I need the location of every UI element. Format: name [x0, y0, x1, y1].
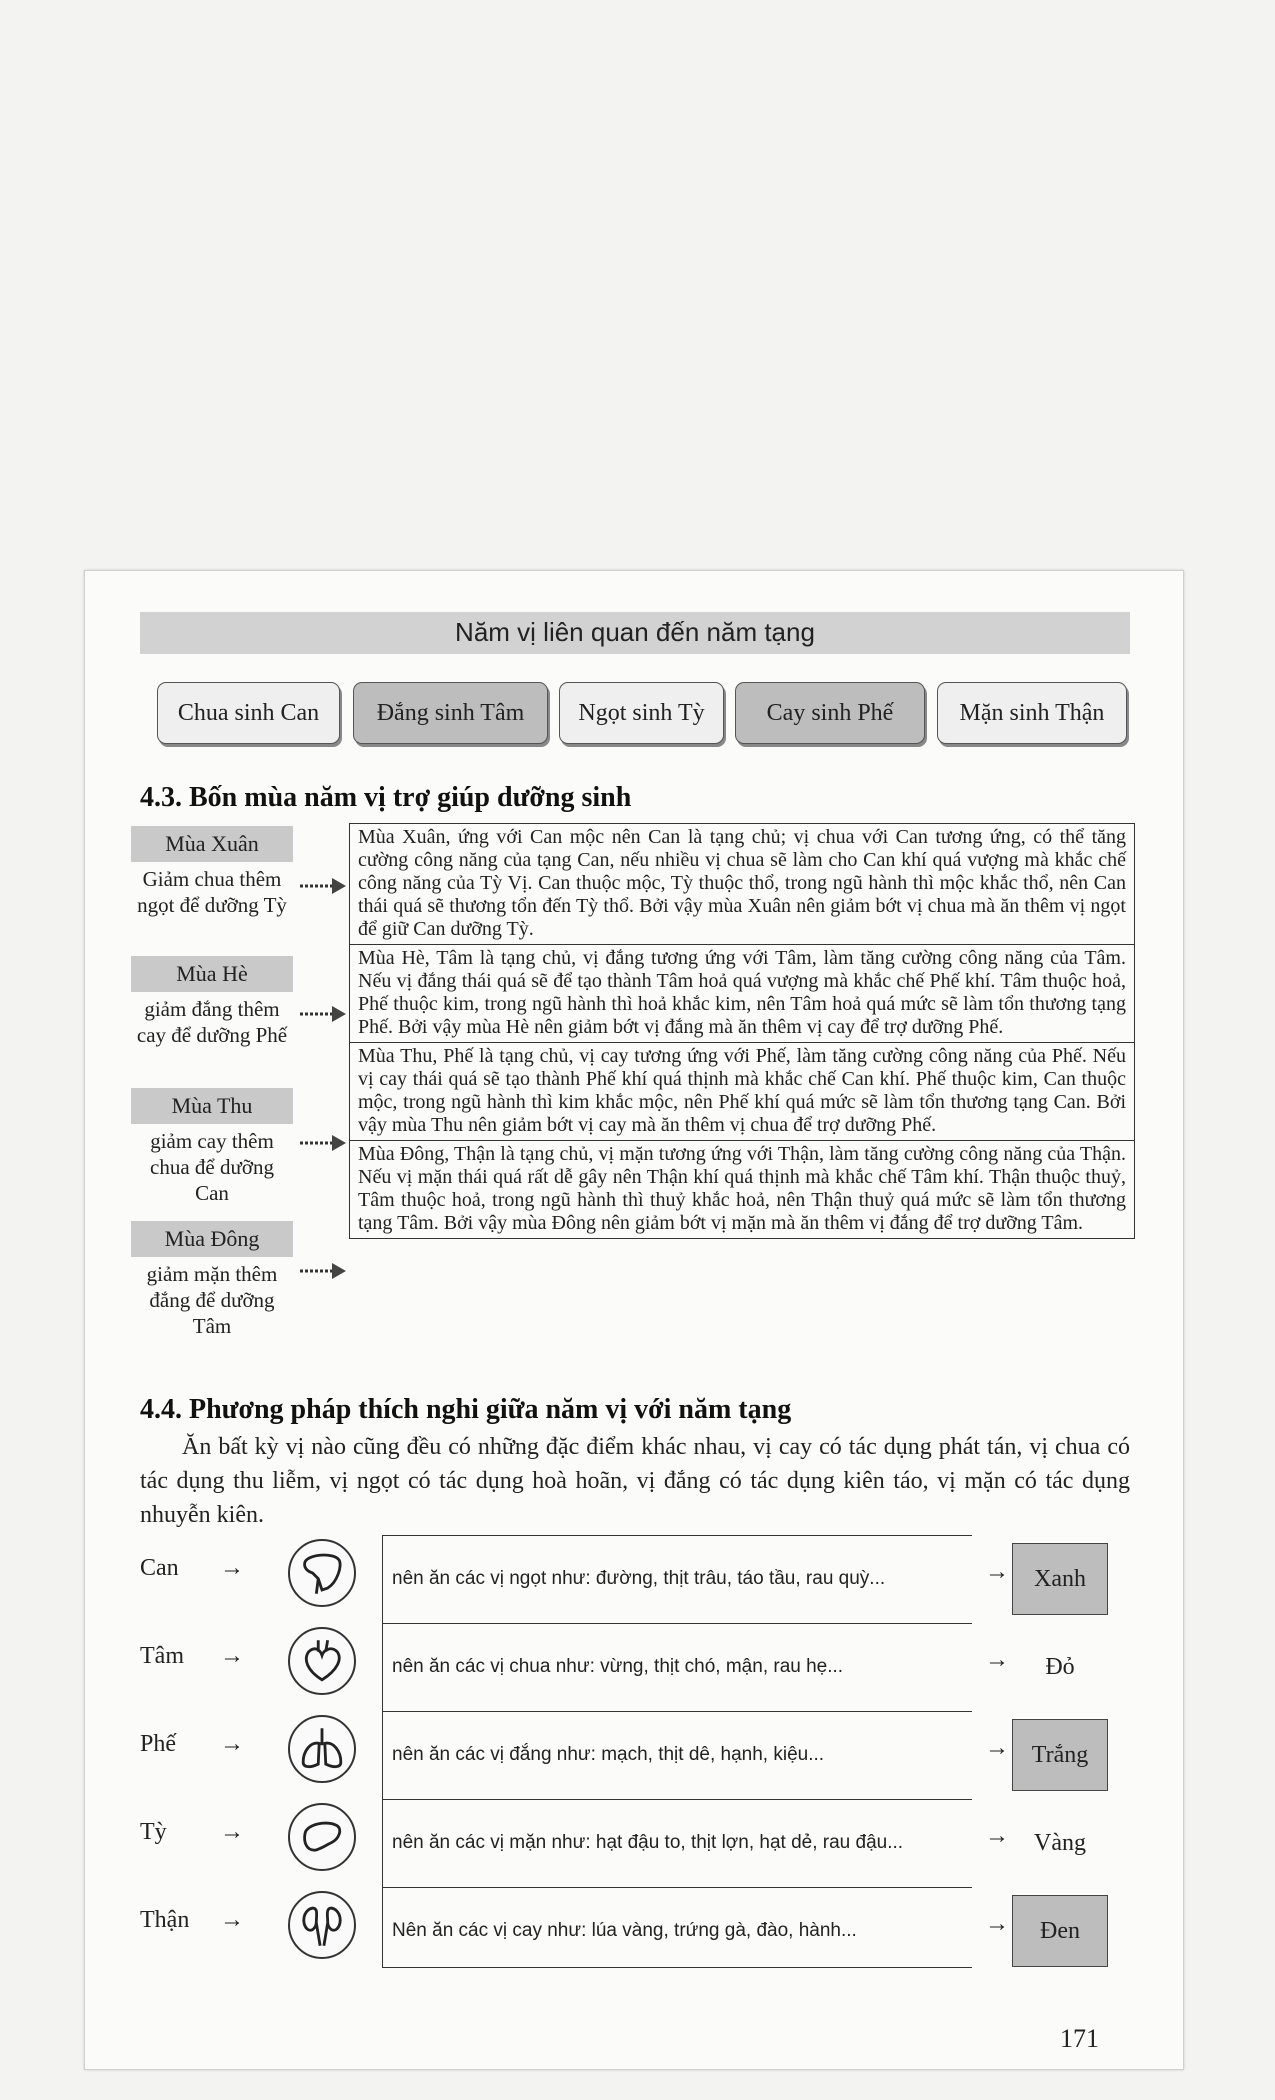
season-advice-autumn: giảm cay thêm chua để dưỡng Can	[150, 1129, 274, 1205]
arrow-icon: →	[220, 1643, 244, 1669]
season-table	[349, 823, 1135, 1239]
table-row	[140, 1887, 1110, 1975]
arrow-icon: →	[220, 1907, 244, 1933]
taste-box-spicy-lung: Cay sinh Phế	[735, 682, 925, 744]
organ-food: nên ăn các vị ngọt như: đường, thịt trâu, táo tầu, rau quỳ...	[382, 1535, 972, 1621]
season-text-spring: Mùa Xuân, ứng với Can mộc nên Can là tạng chủ; vị chua với Can tương ứng, có thể tăng cường công năng của tạng Can, nếu nhiều vị chua sẽ làm cho Can khí quá vượng mà khắc chế công năng của Tỳ Vị. Can thuộc mộc, Tỳ thuộc thổ, trong ngũ hành thì mộc khắc thổ, nên Can thái quá sẽ thương tổn đến Tỳ thổ. Bởi vậy mùa Xuân nên giảm bớt vị chua mà ăn thêm vị ngọt để giữ Can dưỡng Tỳ.	[350, 824, 1134, 945]
organ-name: Can	[140, 1555, 179, 1581]
arrow-icon: →	[985, 1735, 1009, 1761]
table-row	[140, 1623, 1110, 1711]
season-text-winter: Mùa Đông, Thận là tạng chủ, vị mặn tương ứng với Thận, làm tăng cường công năng của Thận. Nếu vị mặn thái quá rất dễ gây nên Thận khí quá thịnh mà khắc chế Tâm khí. Thận thuộc thuỷ, Tâm thuộc hoả, trong ngũ hành thì thuỷ khắc hoả, nên Thận thuỷ quá mức sẽ làm tổn thương tạng Tâm. Bởi vậy mùa Đông nên giảm bớt vị mặn mà ăn thêm vị đắng để trợ dưỡng Tâm.	[358, 1143, 1126, 1234]
organ-table	[140, 1535, 1110, 1975]
organ-food: nên ăn các vị đắng như: mạch, thịt dê, hạnh, kiệu...	[382, 1711, 972, 1797]
arrow-icon: →	[985, 1559, 1009, 1585]
section-4-3-heading: 4.3. Bốn mùa năm vị trợ giúp dưỡng sinh	[140, 782, 632, 813]
arrow-icon: →	[985, 1823, 1009, 1849]
arrow-icon	[298, 1260, 350, 1282]
color-box: Đen	[1012, 1895, 1108, 1967]
color-box: Vàng	[1034, 1829, 1086, 1856]
section-4-4-heading: 4.4. Phương pháp thích nghi giữa năm vị với năm tạng	[140, 1394, 792, 1425]
season-advice-summer: giảm đắng thêm cay để dưỡng Phế	[136, 997, 288, 1047]
taste-box-salty-kidney: Mặn sinh Thận	[937, 682, 1127, 744]
taste-box-bitter-heart: Đắng sinh Tâm	[353, 682, 548, 744]
organ-name: Tâm	[140, 1643, 184, 1669]
taste-row	[155, 682, 1120, 748]
lungs-icon	[288, 1715, 356, 1783]
arrow-icon: →	[985, 1911, 1009, 1937]
arrow-icon: →	[220, 1819, 244, 1845]
season-label-autumn: Mùa Thu	[131, 1088, 293, 1124]
table-row	[140, 1535, 1110, 1623]
page-number: 171	[1060, 2024, 1099, 2053]
season-text-summer: Mùa Hè, Tâm là tạng chủ, vị đắng tương ứng với Tâm, làm tăng cường công năng của Tâm. Nếu vị đắng thái quá sẽ để tạo thành Tâm hoả quá vượng mà khắc chế Phế khí. Tâm thuộc hoả, Phế thuộc kim, trong ngũ hành thì hoả khắc kim, nên Tâm hoả quá mức sẽ làm tổn thương tạng Phế. Bởi vậy mùa Hè nên giảm bớt vị đắng mà ăn thêm vị cay để trợ dưỡng Phế.	[350, 945, 1134, 1043]
color-box: Đỏ	[1045, 1653, 1075, 1680]
arrow-icon	[298, 1132, 350, 1154]
color-box: Xanh	[1012, 1543, 1108, 1615]
table-bottom-rule	[382, 1967, 972, 1968]
arrow-icon: →	[985, 1647, 1009, 1673]
liver-icon	[288, 1539, 356, 1607]
arrow-icon	[298, 875, 350, 897]
table-row	[140, 1711, 1110, 1799]
arrow-icon: →	[220, 1555, 244, 1581]
heart-icon	[288, 1627, 356, 1695]
organ-food: nên ăn các vị mặn như: hạt đậu to, thịt lợn, hạt dẻ, rau đậu...	[382, 1799, 972, 1885]
organ-name: Tỳ	[140, 1819, 167, 1845]
season-advice-winter: giảm mặn thêm đắng để dưỡng Tâm	[146, 1262, 278, 1338]
season-label-spring: Mùa Xuân	[131, 826, 293, 862]
organ-name: Thận	[140, 1907, 190, 1933]
season-advice-spring: Giảm chua thêm ngọt để dưỡng Tỳ	[137, 867, 287, 917]
taste-box-sour-liver: Chua sinh Can	[157, 682, 340, 744]
arrow-icon: →	[220, 1731, 244, 1757]
organ-food: nên ăn các vị chua như: vừng, thịt chó, mận, rau hẹ...	[382, 1623, 972, 1709]
organ-food: Nên ăn các vị cay như: lúa vàng, trứng gà, đào, hành...	[382, 1887, 972, 1973]
season-text-autumn: Mùa Thu, Phế là tạng chủ, vị cay tương ứng với Phế, làm tăng cường công năng của Phế. Nếu vị cay thái quá sẽ tạo thành Phế khí quá thịnh mà khắc chế Can khí. Phế thuộc kim, Can thuộc mộc, trong ngũ hành thì kim khắc mộc, nên Phế khí quá mức sẽ làm tổn thương tạng Can. Bởi vậy mùa Thu nên giảm bớt vị cay mà ăn thêm vị chua để trợ dưỡng Phế.	[350, 1043, 1134, 1141]
organ-name: Phế	[140, 1731, 176, 1757]
section-4-4-intro: Ăn bất kỳ vị nào cũng đều có những đặc điểm khác nhau, vị cay có tác dụng phát tán, vị chua có tác dụng thu liễm, vị ngọt có tác dụng hoà hoãn, vị đắng có tác dụng kiên táo, vị mặn có tác dụng nhuyễn kiên.	[140, 1434, 1130, 1528]
kidneys-icon	[288, 1891, 356, 1959]
page-title: Năm vị liên quan đến năm tạng	[455, 617, 815, 647]
taste-box-sweet-spleen: Ngọt sinh Tỳ	[559, 682, 724, 744]
table-row	[140, 1799, 1110, 1887]
color-box: Trắng	[1012, 1719, 1108, 1791]
arrow-icon	[298, 1003, 350, 1025]
season-label-summer: Mùa Hè	[131, 956, 293, 992]
spleen-icon	[288, 1803, 356, 1871]
season-label-winter: Mùa Đông	[131, 1221, 293, 1257]
